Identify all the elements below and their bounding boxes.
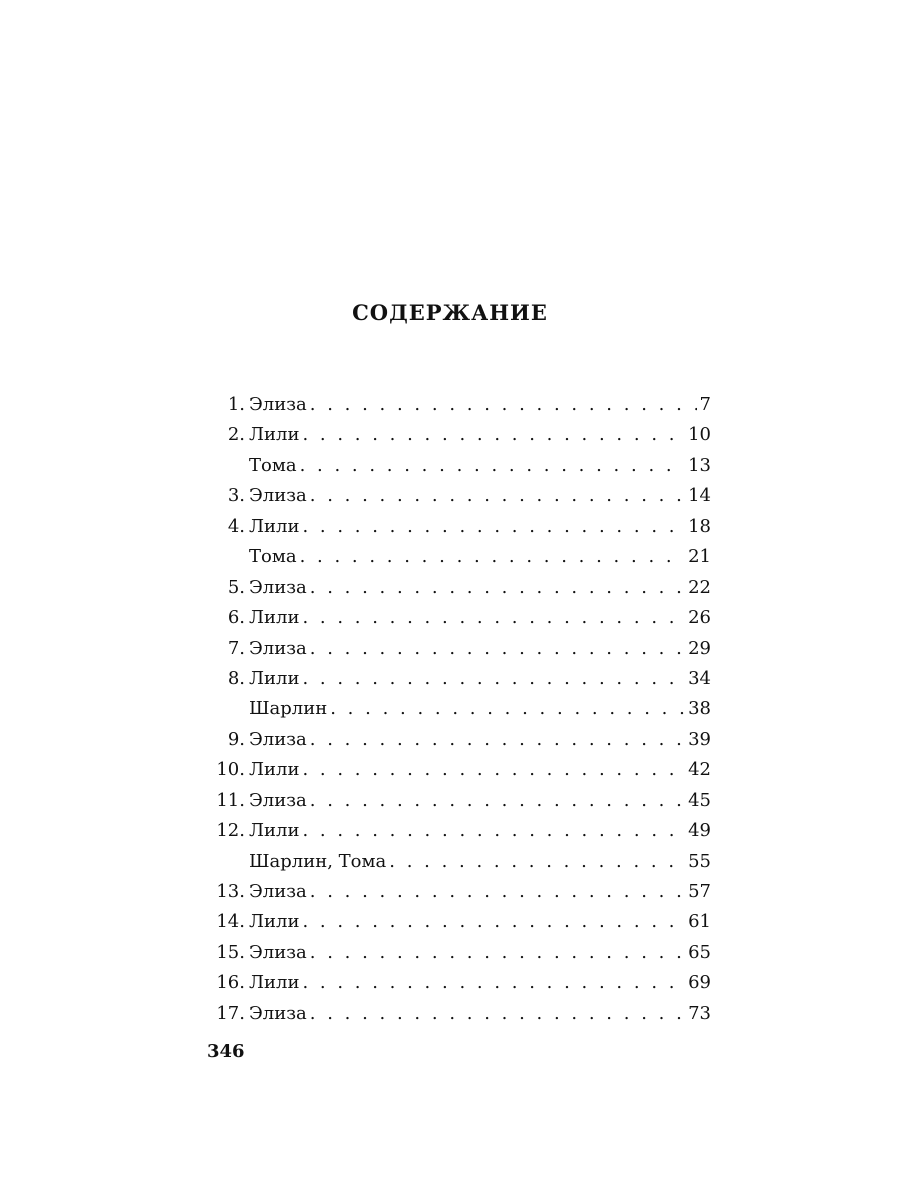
toc-entry-number: 8. <box>227 667 245 689</box>
toc-entry-page: 10 <box>688 424 711 446</box>
toc-entry-title: Элиза <box>249 728 307 750</box>
toc-entry[interactable] <box>205 512 711 542</box>
toc-entry[interactable] <box>205 603 711 633</box>
dot-leader <box>310 999 685 1029</box>
toc-entry[interactable] <box>205 481 711 511</box>
toc-entry-title: Элиза <box>249 576 307 598</box>
toc-entry-page: 69 <box>688 972 711 994</box>
toc-entry-title: Лили <box>249 607 300 629</box>
toc-entry-page: 22 <box>688 576 711 598</box>
toc-entry-title: Элиза <box>249 637 307 659</box>
toc-entry-number: 10. <box>216 759 245 781</box>
toc-entry-number: 7. <box>227 637 245 659</box>
toc-entry-page: 45 <box>688 789 711 811</box>
toc-entry-page: 26 <box>688 607 711 629</box>
toc-entry-page: 34 <box>688 667 711 689</box>
toc-entry-number: 6. <box>227 607 245 629</box>
toc-entry-title: Шарлин, Тома <box>249 850 387 872</box>
dot-leader <box>300 542 686 572</box>
toc-entry-page: 29 <box>688 637 711 659</box>
toc-entry[interactable] <box>205 907 711 937</box>
toc-entry-number: 15. <box>216 941 245 963</box>
toc-entry-page: 18 <box>688 515 711 537</box>
dot-leader <box>330 694 685 724</box>
toc-entry[interactable] <box>205 755 711 785</box>
dot-leader <box>310 938 685 968</box>
toc-entry-page: 42 <box>688 759 711 781</box>
toc-entry-number: 2. <box>227 424 245 446</box>
toc-entry-number: 9. <box>227 728 245 750</box>
toc-entry-title: Элиза <box>249 881 307 902</box>
dot-leader <box>310 725 685 755</box>
toc-entry-title: Тома <box>249 454 297 476</box>
toc-entry-page: 61 <box>688 911 711 933</box>
dot-leader <box>310 481 685 511</box>
toc-entry-number: 14. <box>216 911 245 933</box>
toc-entry-page: 7 <box>699 394 711 415</box>
dot-leader <box>389 847 685 877</box>
toc-entry-title: Элиза <box>249 789 307 811</box>
toc-entry[interactable] <box>205 542 711 572</box>
toc-entry-title: Лили <box>249 515 300 537</box>
toc-entry-title: Лили <box>249 759 300 781</box>
toc-entry[interactable] <box>205 634 711 664</box>
dot-leader <box>310 786 685 816</box>
toc-entry-number: 4. <box>227 515 245 537</box>
toc-entry-title: Элиза <box>249 1002 307 1024</box>
toc-entry-page: 49 <box>688 820 711 842</box>
page-number: 346 <box>207 1041 245 1062</box>
toc-entry-page: 21 <box>688 546 711 568</box>
page-title: СОДЕРЖАНИЕ <box>352 300 548 325</box>
toc-entry-number: 1. <box>227 394 245 415</box>
toc-entry[interactable] <box>205 390 711 420</box>
dot-leader <box>302 968 685 998</box>
toc-entry[interactable] <box>205 420 711 450</box>
toc-entry-number: 12. <box>216 820 245 842</box>
toc-entry[interactable] <box>205 816 711 846</box>
toc-entry[interactable] <box>205 847 711 877</box>
toc-entry-title: Элиза <box>249 394 307 415</box>
toc-entry[interactable] <box>205 999 711 1029</box>
toc-entry[interactable] <box>205 877 711 907</box>
toc-entry-title: Лили <box>249 911 300 933</box>
toc-entry-page: 65 <box>688 941 711 963</box>
table-of-contents <box>205 390 711 1029</box>
toc-entry[interactable] <box>205 694 711 724</box>
toc-entry[interactable] <box>205 968 711 998</box>
toc-entry-number: 3. <box>227 485 245 507</box>
toc-entry[interactable] <box>205 451 711 481</box>
toc-entry-title: Лили <box>249 972 300 994</box>
toc-entry-title: Лили <box>249 667 300 689</box>
dot-leader <box>310 877 685 907</box>
dot-leader <box>302 907 685 937</box>
toc-entry[interactable] <box>205 573 711 603</box>
toc-entry[interactable] <box>205 664 711 694</box>
toc-entry-title: Тома <box>249 546 297 568</box>
dot-leader <box>302 420 685 450</box>
toc-entry-page: 57 <box>688 881 711 902</box>
dot-leader <box>302 603 685 633</box>
toc-entry[interactable] <box>205 786 711 816</box>
toc-entry-page: 38 <box>688 698 711 720</box>
dot-leader <box>300 451 686 481</box>
toc-entry-number: 13. <box>216 881 245 902</box>
dot-leader <box>310 390 697 420</box>
toc-entry-number: 17. <box>216 1002 245 1024</box>
toc-entry-title: Лили <box>249 820 300 842</box>
dot-leader <box>302 816 685 846</box>
toc-entry-page: 73 <box>688 1002 711 1024</box>
toc-entry-number: 5. <box>227 576 245 598</box>
toc-entry[interactable] <box>205 938 711 968</box>
dot-leader <box>302 512 685 542</box>
toc-entry-title: Элиза <box>249 485 307 507</box>
toc-entry-page: 14 <box>688 485 711 507</box>
toc-entry-title: Элиза <box>249 941 307 963</box>
toc-entry[interactable] <box>205 725 711 755</box>
toc-entry-page: 55 <box>688 850 711 872</box>
toc-entry-title: Шарлин <box>249 698 328 720</box>
toc-entry-page: 39 <box>688 728 711 750</box>
dot-leader <box>310 634 685 664</box>
toc-entry-page: 13 <box>688 454 711 476</box>
toc-entry-number: 11. <box>216 789 245 811</box>
dot-leader <box>302 755 685 785</box>
toc-entry-title: Лили <box>249 424 300 446</box>
toc-entry-number: 16. <box>216 972 245 994</box>
dot-leader <box>310 573 685 603</box>
dot-leader <box>302 664 685 694</box>
